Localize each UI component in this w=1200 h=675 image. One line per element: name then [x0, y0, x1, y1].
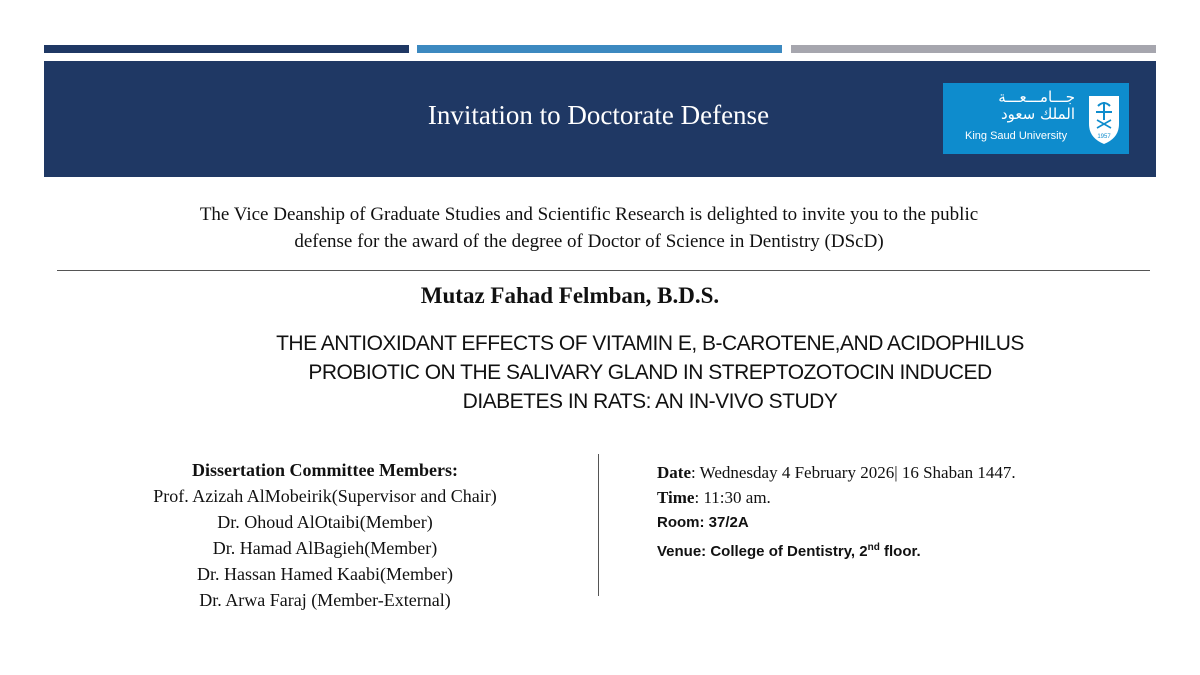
venue-text: Venue: College of Dentistry, 2	[657, 543, 868, 560]
logo-arabic-text	[965, 89, 1075, 123]
thesis-line-1: THE ANTIOXIDANT EFFECTS OF VITAMIN E, Β-CAROTENE,AND ACIDOPHILUS	[276, 332, 1024, 355]
committee-member: Dr. Ohoud AlOtaibi(Member)	[217, 512, 433, 532]
venue-row	[657, 535, 1016, 564]
university-logo	[943, 83, 1129, 154]
room-row	[657, 510, 1016, 535]
top-stripe-navy	[44, 45, 409, 53]
thesis-line-3: DIABETES IN RATS: AN IN-VIVO STUDY	[462, 390, 838, 413]
page-title: Invitation to Doctorate Defense	[427, 100, 770, 130]
column-divider	[598, 454, 599, 596]
committee-list	[85, 457, 565, 613]
intro-line-1: The Vice Deanship of Graduate Studies and Scientific Research is delighted to invite you to the public	[199, 204, 979, 225]
event-details	[657, 460, 1016, 564]
time-label: Time	[657, 488, 695, 507]
time-row	[657, 485, 1016, 510]
date-row	[657, 460, 1016, 485]
committee-member: Dr. Hamad AlBagieh(Member)	[212, 538, 438, 558]
thesis-line-2: PROBIOTIC ON THE SALIVARY GLAND IN STREPTOZOTOCIN INDUCED	[308, 361, 992, 384]
time-value: : 11:30 am.	[694, 488, 771, 507]
date-value: : Wednesday 4 February 2026| 16 Shaban 1447.	[690, 463, 1016, 482]
venue-superscript: nd	[867, 542, 880, 553]
committee-member: Prof. Azizah AlMobeirik(Supervisor and Chair)	[153, 486, 497, 506]
top-stripe-blue	[417, 45, 782, 53]
logo-year: 1957	[1097, 134, 1111, 140]
committee-heading: Dissertation Committee Members:	[192, 460, 458, 480]
section-divider	[57, 270, 1150, 271]
venue-tail: floor.	[879, 543, 921, 560]
university-emblem-icon	[1087, 90, 1121, 146]
invitation-intro	[0, 201, 1178, 255]
thesis-title	[150, 329, 1150, 416]
logo-english-text: King Saud University	[965, 130, 1068, 142]
committee-member: Dr. Arwa Faraj (Member-External)	[199, 590, 451, 610]
intro-line-2: defense for the award of the degree of Doctor of Science in Dentistry (DScD)	[294, 231, 884, 252]
logo-arabic-line2: الملك سعود	[1000, 105, 1075, 123]
committee-member: Dr. Hassan Hamed Kaabi(Member)	[197, 564, 453, 584]
date-label: Date	[657, 463, 691, 482]
top-stripe-gray	[791, 45, 1156, 53]
room-text: Room: 37/2A	[657, 514, 749, 531]
logo-arabic-line1: جـــامـــعـــة	[998, 88, 1075, 106]
candidate-name: Mutaz Fahad Felmban, B.D.S.	[420, 283, 720, 308]
